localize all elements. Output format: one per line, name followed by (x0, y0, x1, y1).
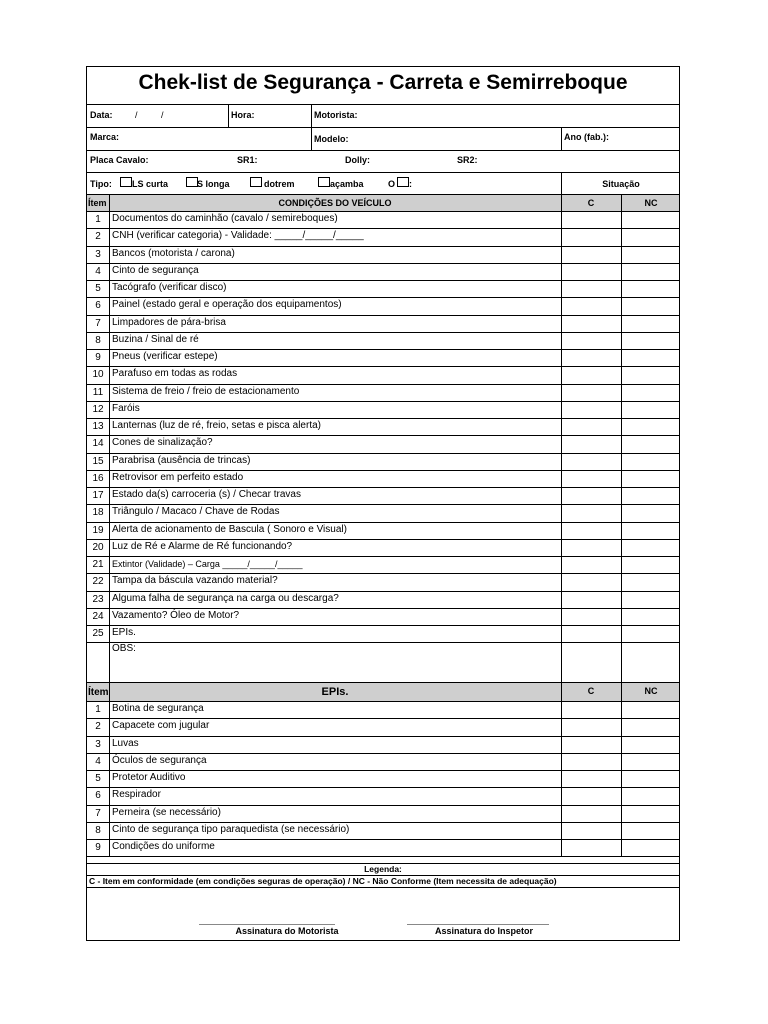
vehicle-col-item: Ítem (88, 198, 107, 208)
vehicle-row (87, 418, 679, 435)
epi-row-label: Botina de segurança (112, 703, 204, 714)
vehicle-row-label: Vazamento? Óleo de Motor? (112, 609, 240, 621)
data-label: Data: (90, 110, 113, 120)
vehicle-row-c-cell[interactable] (562, 453, 621, 470)
checklist-sheet (86, 66, 680, 941)
vehicle-row (87, 280, 679, 297)
tipo-option-3: dotrem (264, 179, 295, 189)
obs-label: OBS: (112, 643, 136, 654)
vehicle-row-label: Cones de sinalização? (112, 437, 213, 449)
vehicle-row-label: Buzina / Sinal de ré (112, 333, 199, 345)
vehicle-row-label: Limpadores de pára-brisa (112, 316, 226, 328)
vehicle-row-nc-cell[interactable] (622, 246, 680, 263)
motorista-label: Motorista: (314, 110, 358, 120)
vehicle-row-c-cell[interactable] (562, 625, 621, 642)
vehicle-row (87, 366, 679, 383)
vehicle-row-number: 2 (95, 231, 101, 243)
vehicle-row-number: 3 (95, 248, 101, 260)
vehicle-row-label: Faróis (112, 402, 140, 414)
vehicle-row-nc-cell[interactable] (622, 366, 680, 383)
vehicle-row-c-cell[interactable] (562, 487, 621, 504)
epi-row (87, 736, 679, 753)
vehicle-row (87, 591, 679, 608)
vehicle-col-c: C (587, 198, 595, 208)
epi-row-nc-cell[interactable] (622, 753, 680, 770)
vehicle-row-nc-cell[interactable] (622, 573, 680, 590)
vehicle-row-c-cell[interactable] (562, 315, 621, 332)
vehicle-row-label: Sistema de freio / freio de estacionamento (112, 385, 300, 397)
epi-row-number: 4 (95, 755, 101, 767)
vehicle-row-c-cell[interactable] (562, 349, 621, 366)
vehicle-row-c-cell[interactable] (562, 608, 621, 625)
tipo-checkbox-4[interactable] (318, 177, 330, 187)
vehicle-row-number: 11 (92, 386, 104, 398)
vehicle-row-label: Triângulo / Macaco / Chave de Rodas (112, 506, 280, 518)
epi-row-label: Protetor Auditivo (112, 772, 186, 783)
vehicle-row-nc-cell[interactable] (622, 418, 680, 435)
vehicle-row-nc-cell[interactable] (622, 539, 680, 556)
epi-row-c-cell[interactable] (562, 736, 621, 753)
vehicle-row-number: 15 (92, 455, 104, 467)
vehicle-row (87, 556, 679, 573)
tipo-checkbox-5[interactable] (397, 177, 409, 187)
tipo-checkbox-1[interactable] (120, 177, 132, 187)
vehicle-row-label: Alguma falha de segurança na carga ou descarga? (112, 592, 339, 604)
vehicle-row-label: Cinto de segurança (112, 264, 199, 276)
vehicle-row (87, 453, 679, 470)
vehicle-row-nc-cell[interactable] (622, 504, 680, 521)
vehicle-row (87, 349, 679, 366)
epi-row-number: 9 (95, 842, 101, 853)
vehicle-row-number: 21 (92, 559, 104, 570)
epi-row-nc-cell[interactable] (622, 822, 680, 839)
tipo-checkbox-3[interactable] (250, 177, 262, 187)
vehicle-row (87, 246, 679, 263)
vehicle-row-number: 22 (92, 576, 104, 588)
vehicle-row (87, 522, 679, 539)
epi-row-label: Respirador (112, 789, 161, 801)
vehicle-row-nc-cell[interactable] (622, 228, 680, 245)
epi-row (87, 718, 679, 735)
vehicle-row-label: Lanternas (luz de ré, freio, setas e pisca alerta) (112, 420, 321, 431)
vehicle-row-label: Retrovisor em perfeito estado (112, 471, 244, 483)
sr2-label: SR2: (457, 155, 478, 165)
vehicle-row-nc-cell[interactable] (622, 453, 680, 470)
vehicle-row-c-cell[interactable] (562, 470, 621, 487)
vehicle-row (87, 315, 679, 332)
vehicle-row-c-cell[interactable] (562, 366, 621, 383)
vehicle-row-nc-cell[interactable] (622, 211, 680, 228)
epi-col-item: Ítem (88, 687, 109, 698)
vehicle-row-number: 14 (92, 438, 104, 450)
vehicle-row-number: 23 (92, 593, 104, 605)
ano-label: Ano (fab.): (564, 132, 609, 142)
sr1-label: SR1: (237, 155, 258, 165)
vehicle-row-c-cell[interactable] (562, 228, 621, 245)
vehicle-row (87, 263, 679, 280)
vehicle-row-nc-cell[interactable] (622, 263, 680, 280)
vehicle-row (87, 297, 679, 314)
epi-row-c-cell[interactable] (562, 839, 621, 856)
vehicle-row-c-cell[interactable] (562, 573, 621, 590)
vehicle-row (87, 384, 679, 401)
vehicle-row-nc-cell[interactable] (622, 470, 680, 487)
epi-row-c-cell[interactable] (562, 770, 621, 787)
epi-row-number: 2 (95, 721, 101, 733)
vehicle-row-nc-cell[interactable] (622, 315, 680, 332)
epi-row-nc-cell[interactable] (622, 805, 680, 822)
vehicle-row (87, 228, 679, 245)
signature-line-motorista[interactable] (199, 924, 335, 925)
signature-motorista-label: Assinatura do Motorista (235, 926, 339, 936)
vehicle-row-label: Alerta de acionamento de Bascula ( Sonoro e Visual) (112, 523, 347, 535)
vehicle-row-label: Parafuso em todas as rodas (112, 368, 238, 380)
epi-col-c: C (587, 686, 595, 696)
vehicle-row-nc-cell[interactable] (622, 332, 680, 349)
epi-row-number: 1 (95, 704, 101, 715)
marca-label: Marca: (90, 132, 120, 142)
epi-row-label: Perneira (se necessário) (112, 806, 221, 818)
vehicle-row-nc-cell[interactable] (622, 401, 680, 418)
vehicle-row (87, 211, 679, 228)
vehicle-row-c-cell[interactable] (562, 435, 621, 452)
epi-row (87, 753, 679, 770)
vehicle-row-c-cell[interactable] (562, 384, 621, 401)
vehicle-row-number: 6 (95, 300, 101, 312)
vehicle-row-number: 10 (92, 369, 104, 381)
vehicle-row-label: Documentos do caminhão (cavalo / semireboques) (112, 213, 338, 224)
vehicle-row-nc-cell[interactable] (622, 522, 680, 539)
vehicle-row (87, 504, 679, 521)
epi-row (87, 839, 679, 856)
vehicle-row-c-cell[interactable] (562, 332, 621, 349)
vehicle-col-title: CONDIÇÕES DO VEÍCULO (278, 198, 392, 208)
vehicle-row-label: EPIs. (112, 627, 136, 638)
vehicle-row-label: Bancos (motorista / carona) (112, 247, 235, 259)
vehicle-row-c-cell[interactable] (562, 539, 621, 556)
vehicle-row-number: 24 (92, 610, 104, 622)
vehicle-row-c-cell[interactable] (562, 401, 621, 418)
vehicle-row-label: Painel (estado geral e operação dos equipamentos) (112, 299, 342, 311)
vehicle-row-number: 7 (95, 317, 101, 329)
vehicle-row-label: Estado da(s) carroceria (s) / Checar travas (112, 489, 301, 500)
vehicle-row (87, 608, 679, 625)
epi-row-c-cell[interactable] (562, 753, 621, 770)
epi-row-number: 6 (95, 790, 101, 802)
placa-cavalo-label: Placa Cavalo: (90, 155, 149, 165)
epi-row (87, 701, 679, 718)
epi-row-label: Cinto de segurança tipo paraquedista (se necessário) (112, 823, 350, 835)
vehicle-row-nc-cell[interactable] (622, 625, 680, 642)
vehicle-row-label: Tampa da báscula vazando material? (112, 575, 278, 587)
epi-row-nc-cell[interactable] (622, 839, 680, 856)
epi-row-nc-cell[interactable] (622, 770, 680, 787)
vehicle-row (87, 332, 679, 349)
dolly-label: Dolly: (345, 155, 371, 165)
vehicle-row-c-cell[interactable] (562, 591, 621, 608)
vehicle-row-label: CNH (verificar categoria) - Validade: _____/_____/_____ (112, 230, 364, 242)
tipo-option-4: açamba (330, 179, 364, 189)
epi-row-label: Luvas (112, 737, 139, 749)
page-title: Chek-list de Segurança - Carreta e Semirreboque (138, 71, 628, 94)
legend-title: Legenda: (364, 864, 402, 874)
epi-row-label: Condições do uniforme (112, 841, 215, 852)
epi-row (87, 787, 679, 804)
tipo-option-5: : (409, 179, 412, 189)
legend-text: C - Item em conformidade (em condições seguras de operação) / NC - Não Conforme (Item necessita de adequação) (89, 876, 557, 886)
vehicle-row-number: 13 (92, 421, 104, 432)
epi-row-label: Capacete com jugular (112, 720, 210, 732)
vehicle-row-number: 9 (95, 352, 101, 363)
vehicle-row-nc-cell[interactable] (622, 487, 680, 504)
vehicle-row (87, 435, 679, 452)
epi-row-label: Óculos de segurança (112, 754, 207, 766)
epi-row-c-cell[interactable] (562, 805, 621, 822)
epi-row (87, 805, 679, 822)
vehicle-row-nc-cell[interactable] (622, 608, 680, 625)
vehicle-row-number: 19 (92, 524, 104, 536)
vehicle-row-c-cell[interactable] (562, 263, 621, 280)
vehicle-row-nc-cell[interactable] (622, 384, 680, 401)
vehicle-row (87, 539, 679, 556)
epi-row (87, 822, 679, 839)
situacao-label: Situação (602, 179, 640, 189)
vehicle-row-number: 12 (92, 403, 104, 415)
hora-label: Hora: (231, 110, 255, 120)
vehicle-row-number: 25 (92, 628, 104, 639)
date-separator-2: / (161, 110, 164, 120)
epi-row-nc-cell[interactable] (622, 736, 680, 753)
vehicle-row (87, 401, 679, 418)
vehicle-row-number: 5 (95, 283, 101, 294)
epi-row-number: 3 (95, 738, 101, 750)
vehicle-row-c-cell[interactable] (562, 504, 621, 521)
vehicle-row-c-cell[interactable] (562, 522, 621, 539)
epi-row-number: 5 (95, 773, 101, 784)
vehicle-row-number: 16 (92, 472, 104, 484)
epi-row-nc-cell[interactable] (622, 787, 680, 804)
tipo-label: Tipo: (90, 179, 112, 189)
signature-line-inspetor[interactable] (407, 924, 549, 925)
vehicle-row-c-cell[interactable] (562, 246, 621, 263)
vehicle-row-label: Parabrisa (ausência de trincas) (112, 454, 251, 466)
vehicle-row (87, 573, 679, 590)
modelo-label: Modelo: (314, 134, 349, 144)
tipo-option-5-prefix: O (388, 179, 396, 189)
vehicle-row-number: 1 (95, 214, 101, 225)
vehicle-row (87, 625, 679, 642)
vehicle-row (87, 487, 679, 504)
date-separator-1: / (135, 110, 138, 120)
vehicle-row-nc-cell[interactable] (622, 349, 680, 366)
vehicle-row-c-cell[interactable] (562, 297, 621, 314)
epi-row-c-cell[interactable] (562, 822, 621, 839)
epi-col-nc: NC (644, 686, 658, 696)
epi-row-number: 8 (95, 824, 101, 836)
epi-row-number: 7 (95, 807, 101, 819)
epi-row-nc-cell[interactable] (622, 701, 680, 718)
vehicle-row-number: 8 (95, 334, 101, 346)
tipo-option-1: LS curta (132, 179, 169, 189)
vehicle-row-number: 18 (92, 507, 104, 519)
vehicle-row-label: Tacógrafo (verificar disco) (112, 282, 227, 293)
vehicle-row-c-cell[interactable] (562, 556, 621, 573)
vehicle-row-nc-cell[interactable] (622, 280, 680, 297)
epi-row-c-cell[interactable] (562, 718, 621, 735)
epi-col-title: EPIs. (321, 686, 349, 698)
epi-row-c-cell[interactable] (562, 701, 621, 718)
vehicle-col-nc: NC (644, 198, 658, 208)
vehicle-row-number: 17 (92, 490, 104, 501)
vehicle-row-number: 20 (92, 541, 104, 553)
vehicle-row-number: 4 (95, 265, 101, 277)
tipo-option-2: S longa (197, 179, 230, 189)
vehicle-row-nc-cell[interactable] (622, 591, 680, 608)
epi-row (87, 770, 679, 787)
vehicle-row-nc-cell[interactable] (622, 556, 680, 573)
vehicle-row-c-cell[interactable] (562, 211, 621, 228)
vehicle-row-c-cell[interactable] (562, 280, 621, 297)
vehicle-row-label: Extintor (Validade) – Carga _____/_____/_____ (112, 559, 303, 569)
vehicle-row-nc-cell[interactable] (622, 435, 680, 452)
vehicle-row-c-cell[interactable] (562, 418, 621, 435)
epi-row-c-cell[interactable] (562, 787, 621, 804)
vehicle-row-nc-cell[interactable] (622, 297, 680, 314)
vehicle-row-label: Luz de Ré e Alarme de Ré funcionando? (112, 540, 293, 552)
epi-row-nc-cell[interactable] (622, 718, 680, 735)
vehicle-row-label: Pneus (verificar estepe) (112, 351, 218, 362)
vehicle-row (87, 470, 679, 487)
signature-inspetor-label: Assinatura do Inspetor (434, 926, 533, 936)
